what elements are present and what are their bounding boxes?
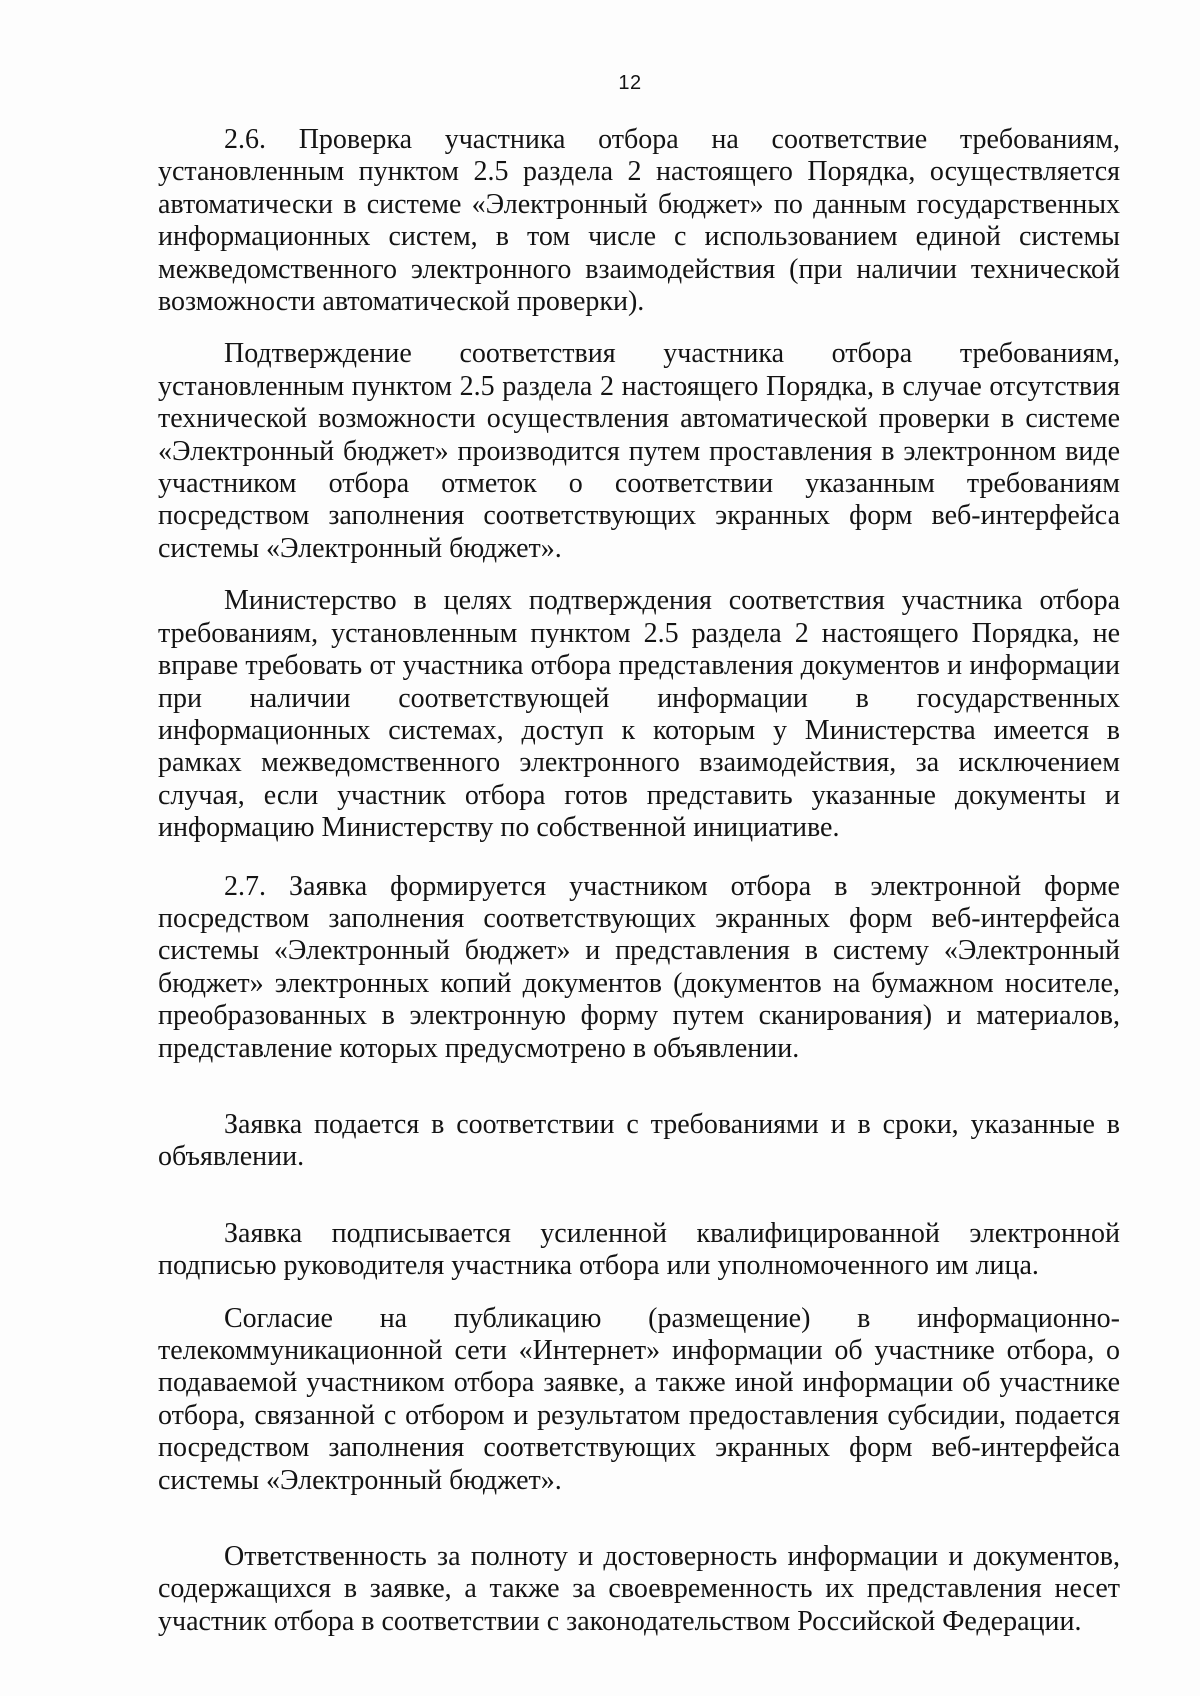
paragraph-2-6: 2.6. Проверка участника отбора на соответствие требованиям, установленным пунктом 2.5 раздела 2 настоящего Порядка, осуществляется автоматически в системе «Электронный бюджет» по данным государственных информационных систем, в том числе с использованием единой системы межведомственного электронного взаимодействия (при наличии технической возможности автоматической проверки). (158, 124, 1120, 318)
paragraph-ministry: Министерство в целях подтверждения соответствия участника отбора требованиям, установленным пунктом 2.5 раздела 2 настоящего Порядка, не вправе требовать от участника отбора представления документов и информации при наличии соответствующей информации в государственных информационных системах, доступ к которым у Министерства имеется в рамках межведомственного электронного взаимодействия, за исключением случая, если участник отбора готов представить указанные документы и информацию Министерству по собственной инициативе. (158, 585, 1120, 844)
document-body (158, 124, 1120, 1638)
paragraph-consent: Согласие на публикацию (размещение) в информационно-телекоммуникационной сети «Интернет» информации об участнике отбора, о подаваемой участником отбора заявке, а также иной информации об участнике отбора, связанной с отбором и результатом предоставления субсидии, подается посредством заполнения соответствующих экранных форм веб-интерфейса системы «Электронный бюджет». (158, 1302, 1120, 1496)
paragraph-responsibility: Ответственность за полноту и достоверность информации и документов, содержащихся в заявке, а также за своевременность их представления несет участник отбора в соответствии с законодательством Российской Федерации. (158, 1541, 1120, 1637)
paragraph-submission-terms: Заявка подается в соответствии с требованиями и в сроки, указанные в объявлении. (158, 1108, 1120, 1173)
paragraph-2-7: 2.7. Заявка формируется участником отбора в электронной форме посредством заполнения соответствующих экранных форм веб-интерфейса системы «Электронный бюджет» и представления в систему «Электронный бюджет» электронных копий документов (документов на бумажном носителе, преобразованных в электронную форму путем сканирования) и материалов, представление которых предусмотрено в объявлении. (158, 870, 1120, 1064)
paragraph-signature: Заявка подписывается усиленной квалифицированной электронной подписью руководителя участника отбора или уполномоченного им лица. (158, 1217, 1120, 1282)
page-number: 12 (618, 72, 642, 94)
paragraph-confirmation: Подтверждение соответствия участника отбора требованиям, установленным пунктом 2.5 раздела 2 настоящего Порядка, в случае отсутствия технической возможности осуществления автоматической проверки в системе «Электронный бюджет» производится путем проставления в электронном виде участником отбора отметок о соответствии указанным требованиям посредством заполнения соответствующих экранных форм веб-интерфейса системы «Электронный бюджет». (158, 338, 1120, 564)
